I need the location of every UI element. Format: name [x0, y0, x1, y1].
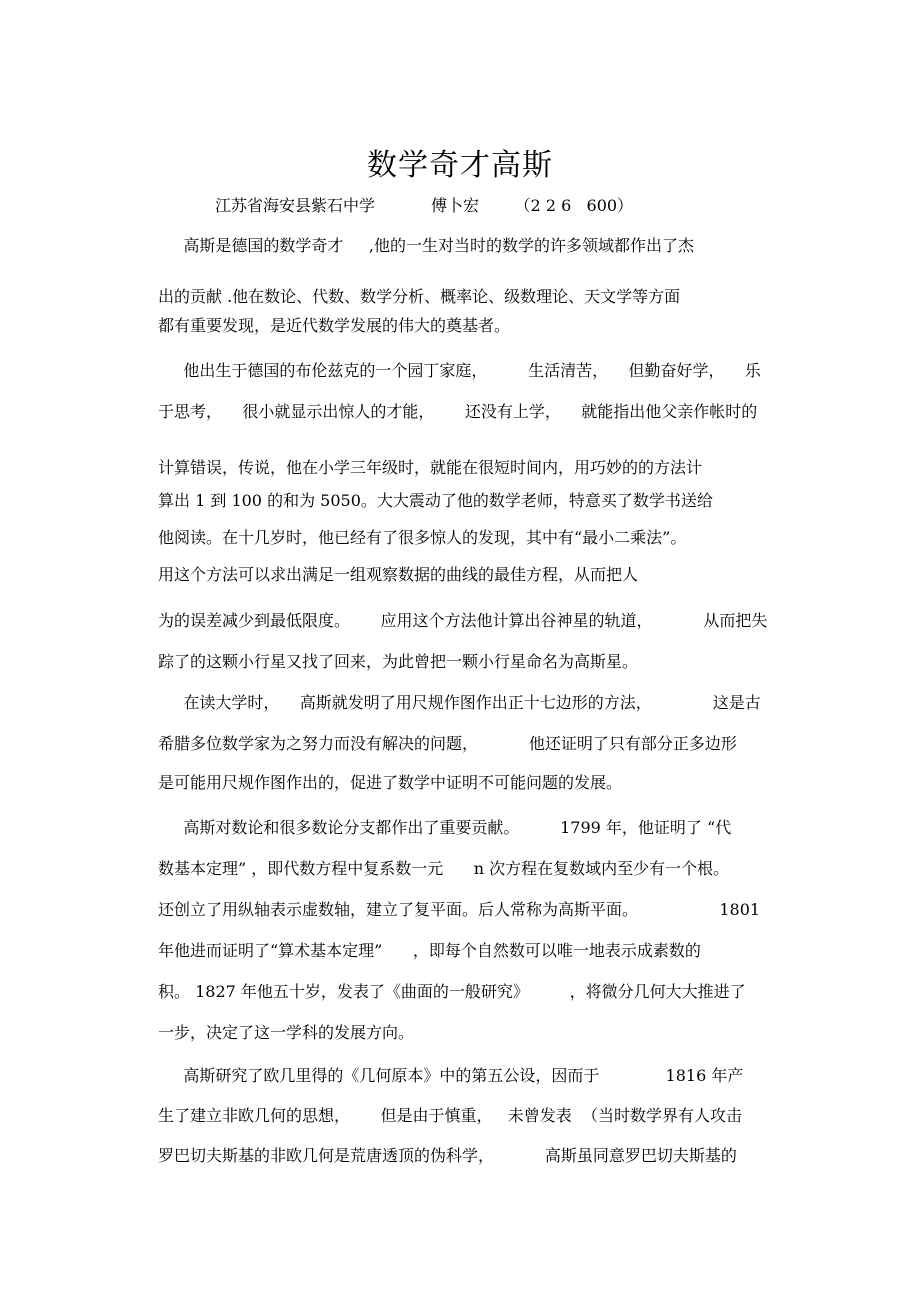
paragraph-line: 为的误差减少到最低限度。 应用这个方法他计算出谷神星的轨道， 从而把失: [158, 611, 768, 630]
paragraph-line: 算出 1 到 100 的和为 5050。大大震动了他的数学老师，特意买了数学书送给: [158, 491, 713, 510]
paragraph-line: 于思考， 很小就显示出惊人的才能， 还没有上学， 就能指出他父亲作帐时的: [158, 402, 758, 421]
paragraph-line: 还创立了用纵轴表示虚数轴，建立了复平面。后人常称为高斯平面。 1801: [158, 900, 761, 919]
paragraph-line: 年他进而证明了“算术基本定理” ，即每个自然数可以唯一地表示成素数的: [158, 941, 701, 960]
paragraph-line: 踪了的这颗小行星又找了回来，为此曾把一颗小行星命名为高斯星。: [158, 652, 639, 671]
paragraph-line: 用这个方法可以求出满足一组观察数据的曲线的最佳方程，从而把人: [158, 565, 639, 584]
paragraph-line: 罗巴切夫斯基的非欧几何是荒唐透顶的伪科学， 高斯虽同意罗巴切夫斯基的: [158, 1146, 737, 1165]
paragraph-line: 高斯是德国的数学奇才 ,他的一生对当时的数学的许多领域都作出了杰: [158, 236, 694, 255]
paragraph-line: 在读大学时， 高斯就发明了用尺规作图作出正十七边形的方法， 这是古: [158, 693, 761, 712]
paragraph-line: 都有重要发现，是近代数学发展的伟大的奠基者。: [158, 316, 511, 335]
paragraph-line: 高斯对数论和很多数论分支都作出了重要贡献。 1799 年，他证明了 “代: [158, 818, 732, 837]
paragraph-line: 他出生于德国的布伦兹克的一个园丁家庭， 生活清苦， 但勤奋好学， 乐: [158, 361, 761, 380]
paragraph-line: 希腊多位数学家为之努力而没有解决的问题， 他还证明了只有部分正多边形: [158, 734, 737, 753]
paragraph-line: 是可能用尺规作图作出的，促进了数学中证明不可能问题的发展。: [158, 773, 623, 792]
author-line: 江苏省海安县紫石中学 傅卜宏 （2 2 6 600）: [215, 196, 634, 215]
paragraph-line: 出的贡献 .他在数论、代数、数学分析、概率论、级数理论、天文学等方面: [158, 287, 681, 306]
paragraph-line: 他阅读。在十几岁时，他已经有了很多惊人的发现，其中有“最小二乘法”。: [158, 528, 687, 547]
paragraph-line: 数基本定理” ，即代数方程中复系数一元 n 次方程在复数域内至少有一个根。: [158, 859, 730, 878]
page-title: 数学奇才高斯: [367, 148, 553, 183]
paragraph-line: 计算错误，传说，他在小学三年级时，就能在很短时间内，用巧妙的的方法计: [158, 458, 703, 477]
paragraph-line: 高斯研究了欧几里得的《几何原本》中的第五公设，因而于 1816 年产: [158, 1066, 744, 1085]
paragraph-line: 积。 1827 年他五十岁，发表了《曲面的一般研究》 ，将微分几何大大推进了: [158, 982, 746, 1001]
paragraph-line: 生了建立非欧几何的思想， 但是由于慎重， 未曾发表 （当时数学界有人攻击: [158, 1106, 742, 1125]
paragraph-line: 一步，决定了这一学科的发展方向。: [158, 1023, 415, 1042]
